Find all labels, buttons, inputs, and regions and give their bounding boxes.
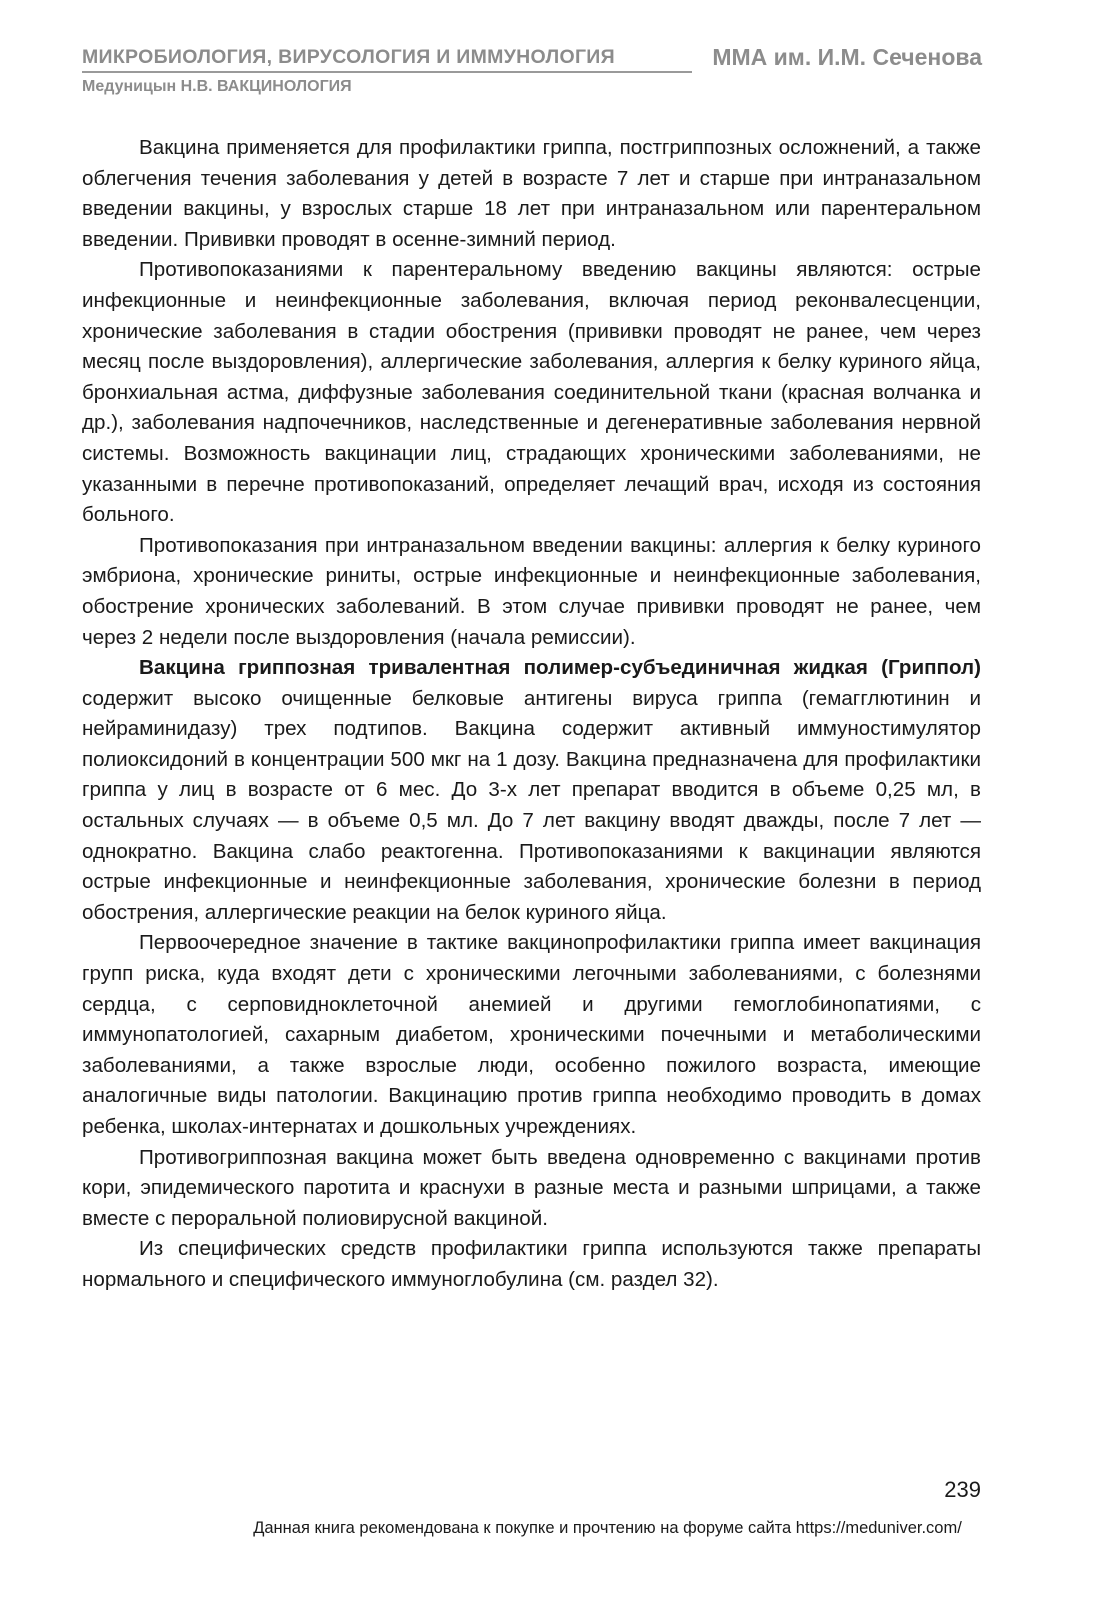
header-divider xyxy=(82,71,692,73)
page-header xyxy=(82,44,982,104)
vaccine-name-bold: Вакцина гриппозная тривалентная полимер-субъединичная жидкая (Гриппол) xyxy=(139,656,981,680)
page-body xyxy=(82,133,981,1296)
institution-name: ММА им. И.М. Сеченова xyxy=(712,44,982,70)
paragraph-4 xyxy=(82,653,981,928)
footer-note: Данная книга рекомендована к покупке и прочтению на форуме сайта https://meduniver.com/ xyxy=(253,1519,962,1537)
paragraph-6: Противогриппозная вакцина может быть введена одновременно с вакцинами против кори, эпидемического паротита и краснухи в разные места и разными шприцами, а также вместе с пероральной полиовирусной вакциной. xyxy=(82,1145,981,1230)
page-number: 239 xyxy=(944,1477,981,1502)
paragraph-4-text: содержит высоко очищенные белковые антигены вируса гриппа (гемагглютинин и нейраминидазу) трех подтипов. Вакцина содержит активный иммуностимулятор полиоксидоний в концентрации 500 мкг на 1 дозу. Вакцина предназначена для профилактики гриппа у лиц в возрасте от 6 мес. До 3-х лет препарат вводится в объеме 0,25 мл, в остальных случаях — в объеме 0,5 мл. До 7 лет вакцину вводят дважды, после 7 лет — однократно. Вакцина слабо реактогенна. Противопоказаниями к вакцинации являются острые инфекционные и неинфекционные заболевания, хронические болезни в период обострения, аллергические реакции на белок куриного яйца. xyxy=(82,686,981,924)
paragraph-5: Первоочередное значение в тактике вакцинопрофилактики гриппа имеет вакцинация групп риска, куда входят дети с хроническими легочными заболеваниями, с болезнями сердца, с серповидноклеточной анемией и другими гемоглобинопатиями, с иммунопатологией, сахарным диабетом, хроническими почечными и метаболическими заболеваниями, а также взрослые люди, особенно пожилого возраста, имеющие аналогичные виды патологии. Вакцинацию против гриппа необходимо проводить в домах ребенка, школах-интернатах и дошкольных учреждениях. xyxy=(82,931,981,1138)
paragraph-1: Вакцина применяется для профилактики гриппа, постгриппозных осложнений, а также облегчения течения заболевания у детей в возрасте 7 лет и старше при интраназальном введении вакцины, у взрослых старше 18 лет при интраназальном или парентеральном введении. Прививки проводят в осенне-зимний период. xyxy=(82,136,981,251)
paragraph-2: Противопоказаниями к парентеральному введению вакцины являются: острые инфекционные и неинфекционные заболевания, включая период реконвалесценции, хронические заболевания в стадии обострения (прививки проводят не ранее, чем через месяц после выздоровления), аллергические заболевания, аллергия к белку куриного яйца, бронхиальная астма, диффузные заболевания соединительной ткани (красная волчанка и др.), заболевания надпочечников, наследственные и дегенеративные заболевания нервной системы. Возможность вакцинации лиц, страдающих хроническими заболеваниями, не указанными в перечне противопоказаний, определяет лечащий врач, исходя из состояния больного. xyxy=(82,258,981,527)
paragraph-3: Противопоказания при интраназальном введении вакцины: аллергия к белку куриного эмбриона, хронические риниты, острые инфекционные и неинфекционные заболевания, обострение хронических заболеваний. В этом случае прививки проводят не ранее, чем через 2 недели после выздоровления (начала ремиссии). xyxy=(82,533,981,649)
paragraph-7: Из специфических средств профилактики гриппа используются также препараты нормального и специфического иммуноглобулина (см. раздел 32). xyxy=(82,1237,981,1291)
book-title: Медуницын Н.В. ВАКЦИНОЛОГИЯ xyxy=(82,78,352,95)
course-title: МИКРОБИОЛОГИЯ, ВИРУСОЛОГИЯ И ИММУНОЛОГИЯ xyxy=(82,46,615,68)
header-row xyxy=(82,44,982,76)
